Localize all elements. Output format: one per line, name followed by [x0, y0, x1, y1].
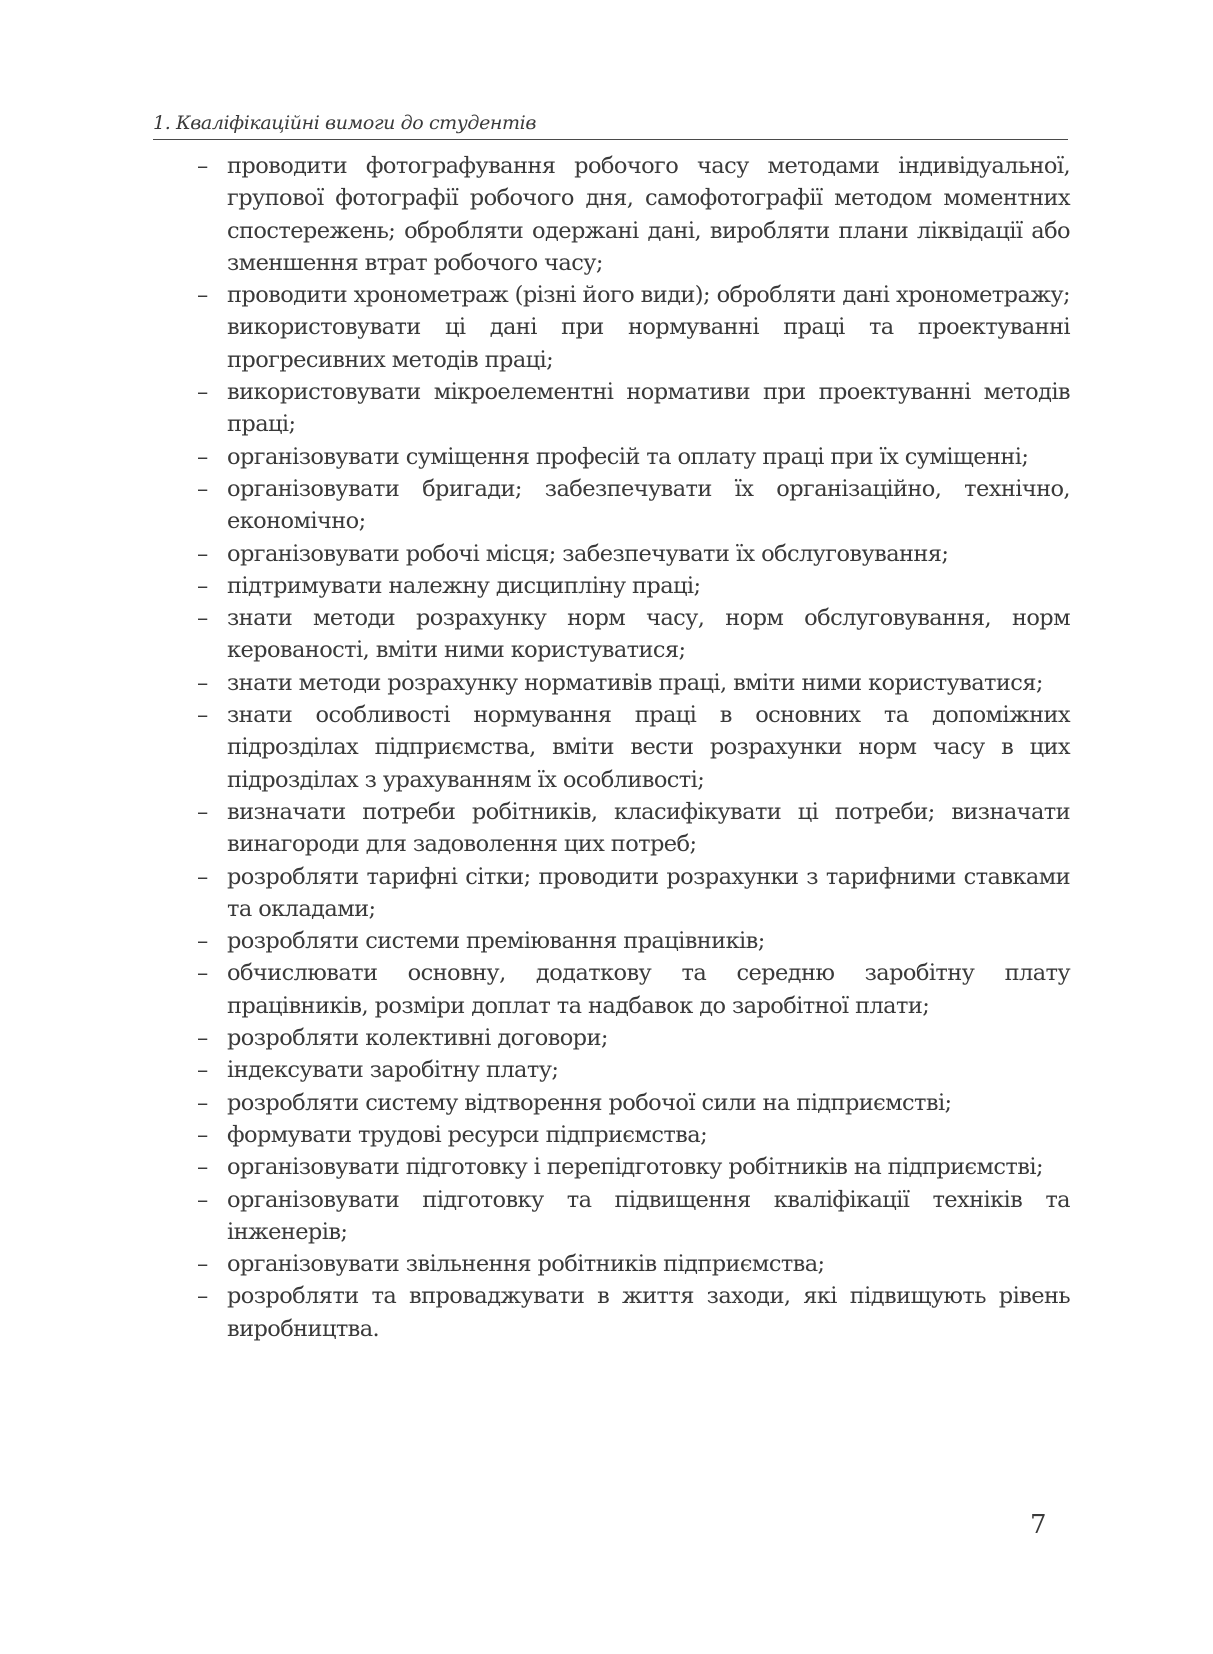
bullet-dash: – [197, 1283, 208, 1310]
bullet-dash: – [197, 1154, 208, 1181]
list-item-text: організовувати суміщення професій та оплату праці при їх суміщенні; [227, 443, 1029, 470]
list-item-text: обчислювати основну, додаткову та середню заробітну плату працівників, розміри доплат та надбавок до заробітної плати; [227, 960, 1070, 1019]
running-header [153, 110, 1068, 140]
list-item [197, 796, 1070, 861]
list-item [197, 279, 1070, 376]
list-item [197, 1151, 1070, 1183]
bullet-dash: – [197, 1089, 208, 1116]
list-item-text: знати методи розрахунку норм часу, норм обслуговування, норм керованості, вміти ними користуватися; [227, 605, 1070, 664]
bullet-dash: – [197, 282, 208, 309]
bullet-dash: – [197, 798, 208, 825]
bullet-dash: – [197, 669, 208, 696]
list-item [197, 441, 1070, 473]
list-item-text: організовувати звільнення робітників підприємства; [227, 1251, 825, 1278]
list-item-text: індексувати заробітну плату; [227, 1057, 559, 1084]
list-item-text: розробляти систему відтворення робочої сили на підприємстві; [227, 1089, 952, 1116]
list-item [197, 473, 1070, 538]
running-header-title: 1. Кваліфікаційні вимоги до студентів [153, 112, 536, 134]
list-item-text: розробляти колективні договори; [227, 1025, 608, 1052]
list-item-text: організовувати робочі місця; забезпечувати їх обслуговування; [227, 540, 949, 567]
bullet-dash: – [197, 1121, 208, 1148]
bullet-dash: – [197, 863, 208, 890]
bullet-dash: – [197, 379, 208, 406]
bullet-dash: – [197, 443, 208, 470]
bullet-dash: – [197, 960, 208, 987]
list-item [197, 538, 1070, 570]
list-item [197, 1119, 1070, 1151]
list-item [197, 150, 1070, 279]
list-item [197, 570, 1070, 602]
list-item-text: проводити фотографування робочого часу методами індивідуальної, групової фотографії робочого дня, самофотографії методом моментних спостережень; обробляти одержані дані, виробляти плани ліквідації або зменшення втрат робочого часу; [227, 153, 1070, 276]
list-item [197, 1248, 1070, 1280]
list-item-text: підтримувати належну дисципліну праці; [227, 572, 701, 599]
bullet-dash: – [197, 1057, 208, 1084]
list-item [197, 861, 1070, 926]
list-item-text: визначати потреби робітників, класифікувати ці потреби; визначати винагороди для задоволення цих потреб; [227, 798, 1070, 858]
list-item-text: організовувати підготовку та підвищення кваліфікації техніків та інженерів; [227, 1186, 1070, 1245]
bullet-dash: – [197, 153, 208, 179]
list-item [197, 957, 1070, 1022]
list-item-text: організовувати підготовку і перепідготовку робітників на підприємстві; [227, 1154, 1043, 1181]
list-item [197, 1087, 1070, 1119]
page-content [197, 150, 1070, 1345]
list-item-text: розробляти тарифні сітки; проводити розрахунки з тарифними ставками та окладами; [227, 863, 1070, 922]
list-item [197, 1184, 1070, 1249]
list-item-text: знати методи розрахунку нормативів праці, вміти ними користуватися; [227, 669, 1043, 696]
bullet-dash: – [197, 1025, 208, 1052]
list-item [197, 376, 1070, 441]
list-item-text: формувати трудові ресурси підприємства; [227, 1121, 708, 1148]
bullet-dash: – [197, 928, 208, 955]
list-item [197, 1054, 1070, 1086]
page-number: 7 [1030, 1510, 1047, 1540]
list-item-text: проводити хронометраж (різні його види); обробляти дані хронометражу; використовувати ці дані при нормуванні праці та проектуванні прогресивних методів праці; [227, 282, 1070, 373]
list-item-text: розробляти та впроваджувати в життя заходи, які підвищують рівень виробництва. [227, 1283, 1070, 1342]
list-item [197, 667, 1070, 699]
bullet-dash: – [197, 702, 208, 729]
bullet-dash: – [197, 475, 208, 502]
bullet-dash: – [197, 572, 208, 599]
list-item [197, 699, 1070, 796]
list-item [197, 1022, 1070, 1054]
bullet-dash: – [197, 605, 208, 632]
list-item-text: організовувати бригади; забезпечувати їх організаційно, технічно, економічно; [227, 475, 1070, 535]
bullet-dash: – [197, 1186, 208, 1213]
list-item [197, 925, 1070, 957]
list-item-text: знати особливості нормування праці в основних та допоміжних підрозділах підприємства, вміти вести розрахунки норм часу в цих підрозділах з урахуванням їх особливості; [227, 702, 1070, 793]
list-item-text: використовувати мікроелементні нормативи при проектуванні методів праці; [227, 379, 1070, 438]
list-item-text: розробляти системи преміювання працівників; [227, 928, 765, 955]
list-item [197, 602, 1070, 667]
list-item [197, 1280, 1070, 1345]
requirements-list [197, 150, 1070, 1345]
bullet-dash: – [197, 540, 208, 567]
bullet-dash: – [197, 1251, 208, 1278]
